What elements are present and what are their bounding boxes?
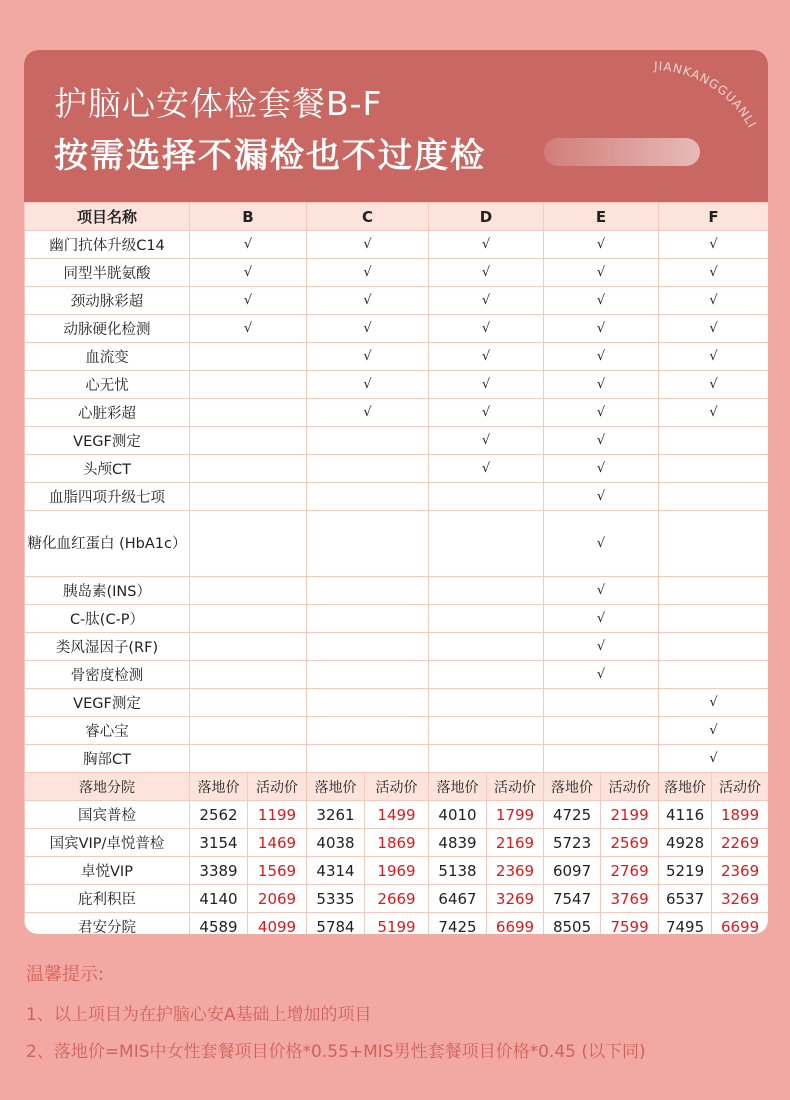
- item-name: 胰岛素(INS）: [25, 577, 190, 605]
- card-header: [24, 50, 768, 202]
- check-mark-icon: √: [363, 293, 372, 308]
- check-cell-d: [429, 717, 544, 745]
- package-c-header: C: [307, 203, 429, 231]
- item-row: [25, 689, 769, 717]
- landing-price: 3389: [190, 857, 248, 885]
- package-header-row: [25, 203, 769, 231]
- branch-name: 国宾VIP/卓悦普检: [25, 829, 190, 857]
- check-mark-icon: √: [596, 667, 606, 682]
- check-cell-b: [190, 483, 307, 511]
- item-name: 血流变: [25, 343, 190, 371]
- check-mark-icon: √: [596, 461, 606, 476]
- activity-price: 6699: [712, 913, 768, 935]
- check-mark-icon: √: [363, 237, 372, 252]
- landing-price: 7425: [429, 913, 487, 935]
- branch-name: 国宾普检: [25, 801, 190, 829]
- check-cell-c: [307, 455, 429, 483]
- activity-price: 5199: [365, 913, 429, 935]
- check-cell-f: [659, 371, 768, 399]
- activity-price: 3269: [487, 885, 544, 913]
- item-name: 颈动脉彩超: [25, 287, 190, 315]
- activity-price: 2369: [712, 857, 768, 885]
- svg-text:JIANKANGGUANLI: [653, 59, 760, 131]
- item-row: [25, 287, 769, 315]
- landing-price: 5138: [429, 857, 487, 885]
- activity-price: 2269: [712, 829, 768, 857]
- check-cell-c: [307, 287, 429, 315]
- check-cell-b: [190, 511, 307, 577]
- check-mark-icon: √: [596, 293, 606, 308]
- check-cell-e: [544, 633, 659, 661]
- check-cell-d: [429, 427, 544, 455]
- check-cell-e: [544, 371, 659, 399]
- check-cell-f: [659, 455, 768, 483]
- landing-price: 4928: [659, 829, 712, 857]
- check-cell-f: [659, 633, 768, 661]
- landing-price-header: 落地价: [307, 773, 365, 801]
- branch-row: [25, 857, 769, 885]
- item-row: [25, 661, 769, 689]
- item-name: VEGF测定: [25, 689, 190, 717]
- check-mark-icon: √: [363, 405, 372, 420]
- items-body: [25, 231, 769, 773]
- check-cell-b: [190, 605, 307, 633]
- tips-title: 温馨提示:: [26, 964, 105, 985]
- check-cell-c: [307, 689, 429, 717]
- landing-price: 3154: [190, 829, 248, 857]
- check-cell-f: [659, 689, 768, 717]
- landing-price: 5784: [307, 913, 365, 935]
- check-cell-f: [659, 745, 768, 773]
- activity-price: 2669: [365, 885, 429, 913]
- item-name: VEGF测定: [25, 427, 190, 455]
- check-cell-e: [544, 455, 659, 483]
- item-name-header: 项目名称: [25, 203, 190, 231]
- page-subtitle: 按需选择不漏检也不过度检: [54, 136, 486, 176]
- check-cell-c: [307, 511, 429, 577]
- landing-price-header: 落地价: [659, 773, 712, 801]
- item-name: 动脉硬化检测: [25, 315, 190, 343]
- activity-price: 1969: [365, 857, 429, 885]
- activity-price: 3269: [712, 885, 768, 913]
- landing-price: 4038: [307, 829, 365, 857]
- activity-price: 2769: [601, 857, 659, 885]
- check-cell-c: [307, 483, 429, 511]
- price-header-body: [25, 773, 769, 801]
- branches-body: [25, 801, 769, 935]
- activity-price: 1899: [712, 801, 768, 829]
- check-cell-d: [429, 259, 544, 287]
- landing-price: 4140: [190, 885, 248, 913]
- price-header-row: [25, 773, 769, 801]
- check-mark-icon: √: [596, 639, 606, 654]
- item-row: [25, 399, 769, 427]
- check-mark-icon: √: [481, 237, 491, 252]
- check-cell-d: [429, 399, 544, 427]
- check-cell-b: [190, 343, 307, 371]
- check-cell-f: [659, 231, 768, 259]
- check-mark-icon: √: [363, 321, 372, 336]
- activity-price: 1469: [248, 829, 307, 857]
- item-row: [25, 483, 769, 511]
- check-mark-icon: √: [709, 349, 718, 364]
- check-cell-d: [429, 287, 544, 315]
- check-mark-icon: √: [596, 489, 606, 504]
- item-row: [25, 511, 769, 577]
- activity-price-header: 活动价: [248, 773, 307, 801]
- check-cell-e: [544, 717, 659, 745]
- check-mark-icon: √: [709, 377, 718, 392]
- activity-price: 1499: [365, 801, 429, 829]
- corner-text: JIANKANGGUANLI: [653, 58, 760, 131]
- item-name: 心脏彩超: [25, 399, 190, 427]
- check-cell-b: [190, 455, 307, 483]
- item-name: 胸部CT: [25, 745, 190, 773]
- check-cell-e: [544, 427, 659, 455]
- check-mark-icon: √: [709, 751, 718, 766]
- item-name: 血脂四项升级七项: [25, 483, 190, 511]
- item-row: [25, 717, 769, 745]
- check-cell-e: [544, 483, 659, 511]
- branch-row: [25, 913, 769, 935]
- check-cell-f: [659, 315, 768, 343]
- item-row: [25, 633, 769, 661]
- item-name: 骨密度检测: [25, 661, 190, 689]
- check-cell-e: [544, 511, 659, 577]
- branch-header: 落地分院: [25, 773, 190, 801]
- landing-price: 8505: [544, 913, 601, 935]
- activity-price: 2569: [601, 829, 659, 857]
- landing-price-header: 落地价: [544, 773, 601, 801]
- activity-price: 7599: [601, 913, 659, 935]
- item-row: [25, 343, 769, 371]
- branch-row: [25, 829, 769, 857]
- check-cell-d: [429, 661, 544, 689]
- landing-price: 4010: [429, 801, 487, 829]
- landing-price: 4314: [307, 857, 365, 885]
- landing-price-header: 落地价: [429, 773, 487, 801]
- check-cell-b: [190, 399, 307, 427]
- check-mark-icon: √: [709, 265, 718, 280]
- check-cell-f: [659, 427, 768, 455]
- check-cell-c: [307, 371, 429, 399]
- check-mark-icon: √: [709, 321, 718, 336]
- check-mark-icon: √: [596, 433, 606, 448]
- check-cell-d: [429, 511, 544, 577]
- item-name: 幽门抗体升级C14: [25, 231, 190, 259]
- check-cell-c: [307, 315, 429, 343]
- check-cell-d: [429, 343, 544, 371]
- check-cell-c: [307, 259, 429, 287]
- check-cell-c: [307, 427, 429, 455]
- check-cell-d: [429, 689, 544, 717]
- landing-price: 4116: [659, 801, 712, 829]
- check-cell-b: [190, 259, 307, 287]
- check-cell-e: [544, 605, 659, 633]
- check-cell-c: [307, 231, 429, 259]
- landing-price: 5219: [659, 857, 712, 885]
- check-mark-icon: √: [481, 461, 491, 476]
- landing-price: 7547: [544, 885, 601, 913]
- activity-price: 2069: [248, 885, 307, 913]
- landing-price: 6097: [544, 857, 601, 885]
- check-mark-icon: √: [481, 321, 491, 336]
- check-cell-f: [659, 577, 768, 605]
- check-cell-e: [544, 745, 659, 773]
- check-cell-c: [307, 399, 429, 427]
- check-mark-icon: √: [596, 535, 606, 551]
- check-mark-icon: √: [363, 377, 372, 392]
- item-row: [25, 577, 769, 605]
- check-cell-d: [429, 745, 544, 773]
- branch-row: [25, 885, 769, 913]
- check-cell-b: [190, 745, 307, 773]
- check-cell-c: [307, 717, 429, 745]
- package-b-header: B: [190, 203, 307, 231]
- check-cell-e: [544, 315, 659, 343]
- branch-name: 卓悦VIP: [25, 857, 190, 885]
- check-mark-icon: √: [709, 723, 718, 738]
- check-mark-icon: √: [709, 405, 718, 420]
- check-mark-icon: √: [363, 265, 372, 280]
- check-cell-d: [429, 633, 544, 661]
- check-cell-f: [659, 605, 768, 633]
- check-cell-f: [659, 399, 768, 427]
- check-cell-d: [429, 483, 544, 511]
- check-cell-e: [544, 689, 659, 717]
- item-row: [25, 315, 769, 343]
- check-cell-b: [190, 661, 307, 689]
- check-mark-icon: √: [709, 237, 718, 252]
- check-cell-c: [307, 343, 429, 371]
- check-cell-f: [659, 511, 768, 577]
- package-card: [24, 50, 768, 934]
- item-row: [25, 455, 769, 483]
- check-cell-c: [307, 661, 429, 689]
- landing-price-header: 落地价: [190, 773, 248, 801]
- activity-price-header: 活动价: [601, 773, 659, 801]
- package-f-header: F: [659, 203, 768, 231]
- item-name: 糖化血红蛋白 (HbA1c）: [25, 511, 190, 577]
- landing-price: 7495: [659, 913, 712, 935]
- check-mark-icon: √: [709, 293, 718, 308]
- package-table-container: [24, 202, 768, 934]
- landing-price: 4589: [190, 913, 248, 935]
- check-mark-icon: √: [596, 405, 606, 420]
- check-mark-icon: √: [481, 405, 491, 420]
- check-mark-icon: √: [481, 265, 491, 280]
- check-cell-c: [307, 745, 429, 773]
- check-cell-d: [429, 577, 544, 605]
- activity-price: 2369: [487, 857, 544, 885]
- check-cell-c: [307, 605, 429, 633]
- check-cell-f: [659, 661, 768, 689]
- check-cell-d: [429, 455, 544, 483]
- check-mark-icon: √: [481, 433, 491, 448]
- package-e-header: E: [544, 203, 659, 231]
- branch-name: 君安分院: [25, 913, 190, 935]
- activity-price: 4099: [248, 913, 307, 935]
- check-cell-e: [544, 259, 659, 287]
- item-name: 心无忧: [25, 371, 190, 399]
- check-cell-f: [659, 343, 768, 371]
- check-mark-icon: √: [596, 237, 606, 252]
- check-cell-d: [429, 371, 544, 399]
- activity-price: 2169: [487, 829, 544, 857]
- item-row: [25, 259, 769, 287]
- item-row: [25, 745, 769, 773]
- item-name: 睿心宝: [25, 717, 190, 745]
- landing-price: 6537: [659, 885, 712, 913]
- page-title: 护脑心安体检套餐B-F: [54, 84, 383, 123]
- check-mark-icon: √: [243, 293, 253, 308]
- check-cell-b: [190, 231, 307, 259]
- check-cell-c: [307, 577, 429, 605]
- check-cell-e: [544, 231, 659, 259]
- check-mark-icon: √: [596, 265, 606, 280]
- tips-section: [26, 960, 646, 1074]
- check-cell-e: [544, 661, 659, 689]
- landing-price: 4839: [429, 829, 487, 857]
- check-cell-d: [429, 231, 544, 259]
- package-table: [24, 202, 768, 934]
- check-cell-d: [429, 605, 544, 633]
- item-row: [25, 427, 769, 455]
- check-mark-icon: √: [481, 293, 491, 308]
- activity-price: 1799: [487, 801, 544, 829]
- item-name: 头颅CT: [25, 455, 190, 483]
- check-mark-icon: √: [596, 611, 606, 626]
- check-mark-icon: √: [243, 321, 253, 336]
- check-mark-icon: √: [596, 377, 606, 392]
- check-cell-b: [190, 689, 307, 717]
- activity-price: 2199: [601, 801, 659, 829]
- check-mark-icon: √: [596, 349, 606, 364]
- check-cell-b: [190, 287, 307, 315]
- check-mark-icon: √: [243, 237, 253, 252]
- check-cell-b: [190, 717, 307, 745]
- item-name: 类风湿因子(RF): [25, 633, 190, 661]
- check-cell-d: [429, 315, 544, 343]
- check-cell-b: [190, 577, 307, 605]
- check-cell-e: [544, 343, 659, 371]
- check-mark-icon: √: [481, 377, 491, 392]
- check-mark-icon: √: [596, 321, 606, 336]
- activity-price: 1199: [248, 801, 307, 829]
- item-row: [25, 371, 769, 399]
- check-cell-f: [659, 717, 768, 745]
- check-cell-b: [190, 315, 307, 343]
- item-name: 同型半胱氨酸: [25, 259, 190, 287]
- item-row: [25, 231, 769, 259]
- activity-price: 6699: [487, 913, 544, 935]
- check-mark-icon: √: [243, 265, 253, 280]
- check-cell-b: [190, 633, 307, 661]
- landing-price: 3261: [307, 801, 365, 829]
- check-cell-b: [190, 427, 307, 455]
- check-cell-e: [544, 577, 659, 605]
- branch-name: 庇利积臣: [25, 885, 190, 913]
- check-mark-icon: √: [481, 349, 491, 364]
- package-d-header: D: [429, 203, 544, 231]
- check-cell-c: [307, 633, 429, 661]
- activity-price: 1869: [365, 829, 429, 857]
- landing-price: 5723: [544, 829, 601, 857]
- check-cell-e: [544, 399, 659, 427]
- check-cell-f: [659, 287, 768, 315]
- tip-line-2: 2、落地价=MIS中女性套餐项目价格*0.55+MIS男性套餐项目价格*0.45 (以下同): [26, 1042, 646, 1062]
- landing-price: 2562: [190, 801, 248, 829]
- item-row: [25, 605, 769, 633]
- landing-price: 4725: [544, 801, 601, 829]
- check-cell-f: [659, 483, 768, 511]
- item-name: C-肽(C-P）: [25, 605, 190, 633]
- activity-price: 1569: [248, 857, 307, 885]
- landing-price: 6467: [429, 885, 487, 913]
- activity-price: 3769: [601, 885, 659, 913]
- check-cell-b: [190, 371, 307, 399]
- check-mark-icon: √: [709, 695, 718, 710]
- branch-row: [25, 801, 769, 829]
- check-mark-icon: √: [363, 349, 372, 364]
- activity-price-header: 活动价: [365, 773, 429, 801]
- landing-price: 5335: [307, 885, 365, 913]
- corner-arc-text: [624, 50, 768, 202]
- activity-price-header: 活动价: [487, 773, 544, 801]
- tip-line-1: 1、以上项目为在护脑心安A基础上增加的项目: [26, 1005, 372, 1025]
- check-cell-e: [544, 287, 659, 315]
- check-cell-f: [659, 259, 768, 287]
- check-mark-icon: √: [596, 583, 606, 598]
- activity-price-header: 活动价: [712, 773, 768, 801]
